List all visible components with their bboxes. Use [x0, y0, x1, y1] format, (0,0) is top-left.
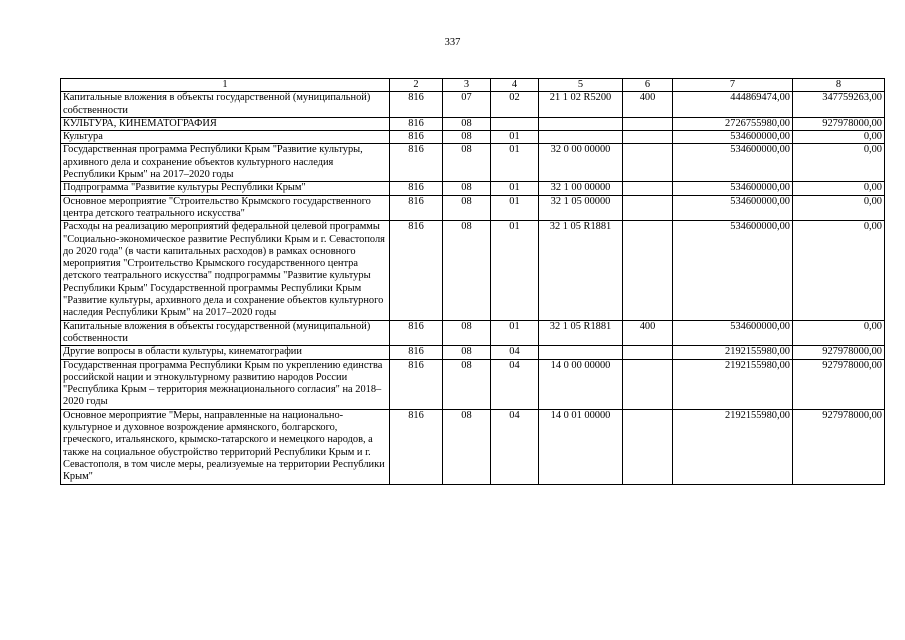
row-name-cell: Основное мероприятие "Меры, направленные на национально-культурное и духовное возрождение армянского, болгарского, греческого, итальянского, крымско-татарского и немецкого народов, а также на социальное обустройство территорий Республики Крым и г. Севастополя, в том числе меры, реализуемые на территории Республики Крым" [61, 409, 390, 484]
section-code-cell: 08 [443, 131, 491, 144]
row-name-cell: Расходы на реализацию мероприятий федеральной целевой программы "Социально-экономическое развитие Республики Крым и г. Севастополя до 2020 года" (в части капитальных расходов) в рамках основного мероприятия "Строительство Крымского государственного центра детского театрального искусства" подпрограммы "Развитие культуры Республики Крым" Государственной программы Республики Крым "Развитие культуры, архивного дела и сохранение объектов культурного наследия Республики Крым" на 2017–2020 годы [61, 221, 390, 320]
table-row [61, 409, 885, 484]
expense-type-cell [623, 195, 673, 221]
amount-2020-cell: 927978000,00 [793, 117, 885, 130]
row-name-cell: Основное мероприятие "Строительство Крымского государственного центра детского театрального искусства" [61, 195, 390, 221]
expense-type-cell: 400 [623, 320, 673, 346]
amount-2020-cell: 0,00 [793, 182, 885, 195]
amount-2020-cell: 927978000,00 [793, 346, 885, 359]
expense-type-cell [623, 409, 673, 484]
table-header-row [61, 79, 885, 92]
amount-2020-cell: 927978000,00 [793, 409, 885, 484]
subsection-code-cell: 01 [491, 182, 539, 195]
column-header: 5 [539, 79, 623, 92]
row-name-cell: Капитальные вложения в объекты государственной (муниципальной) собственности [61, 320, 390, 346]
subsection-code-cell: 04 [491, 346, 539, 359]
row-name-cell: Государственная программа Республики Крым "Развитие культуры, архивного дела и сохранение объектов культурного наследия Республики Крым" на 2017–2020 годы [61, 144, 390, 182]
amount-2020-cell: 0,00 [793, 195, 885, 221]
expense-type-cell [623, 221, 673, 320]
row-name-cell: Подпрограмма "Развитие культуры Республики Крым" [61, 182, 390, 195]
amount-2020-cell: 347759263,00 [793, 92, 885, 118]
target-article-cell: 32 1 05 R1881 [539, 221, 623, 320]
amount-2019-cell: 2192155980,00 [673, 359, 793, 409]
table-row [61, 117, 885, 130]
subsection-code-cell: 01 [491, 144, 539, 182]
row-name-cell: Государственная программа Республики Крым по укреплению единства российской нации и этнокультурному развитию народов России "Республика Крым – территория межнационального согласия" на 2018–2020 годы [61, 359, 390, 409]
expense-type-cell: 400 [623, 92, 673, 118]
amount-2020-cell: 0,00 [793, 221, 885, 320]
subsection-code-cell: 04 [491, 409, 539, 484]
expense-type-cell [623, 182, 673, 195]
target-article-cell: 32 1 00 00000 [539, 182, 623, 195]
amount-2019-cell: 534600000,00 [673, 195, 793, 221]
grbs-code-cell: 816 [390, 221, 443, 320]
subsection-code-cell: 01 [491, 131, 539, 144]
column-header: 3 [443, 79, 491, 92]
expense-type-cell [623, 131, 673, 144]
target-article-cell [539, 117, 623, 130]
section-code-cell: 08 [443, 117, 491, 130]
section-code-cell: 08 [443, 221, 491, 320]
section-code-cell: 08 [443, 182, 491, 195]
target-article-cell: 14 0 00 00000 [539, 359, 623, 409]
grbs-code-cell: 816 [390, 346, 443, 359]
column-header: 6 [623, 79, 673, 92]
column-header: 2 [390, 79, 443, 92]
page-number: 337 [444, 37, 461, 48]
target-article-cell: 32 0 00 00000 [539, 144, 623, 182]
section-code-cell: 08 [443, 359, 491, 409]
table-row [61, 92, 885, 118]
table-row [61, 221, 885, 320]
subsection-code-cell [491, 117, 539, 130]
expense-type-cell [623, 144, 673, 182]
amount-2019-cell: 534600000,00 [673, 131, 793, 144]
grbs-code-cell: 816 [390, 131, 443, 144]
target-article-cell: 21 1 02 R5200 [539, 92, 623, 118]
expense-type-cell [623, 117, 673, 130]
table-row [61, 144, 885, 182]
table-row [61, 131, 885, 144]
column-header: 4 [491, 79, 539, 92]
amount-2019-cell: 444869474,00 [673, 92, 793, 118]
subsection-code-cell: 01 [491, 320, 539, 346]
subsection-code-cell: 04 [491, 359, 539, 409]
budget-table [60, 78, 885, 485]
target-article-cell: 14 0 01 00000 [539, 409, 623, 484]
amount-2019-cell: 534600000,00 [673, 320, 793, 346]
subsection-code-cell: 01 [491, 221, 539, 320]
target-article-cell [539, 346, 623, 359]
grbs-code-cell: 816 [390, 195, 443, 221]
amount-2019-cell: 2726755980,00 [673, 117, 793, 130]
table-row [61, 346, 885, 359]
row-name-cell: Культура [61, 131, 390, 144]
column-header: 1 [61, 79, 390, 92]
amount-2020-cell: 0,00 [793, 131, 885, 144]
amount-2019-cell: 534600000,00 [673, 144, 793, 182]
section-code-cell: 08 [443, 195, 491, 221]
grbs-code-cell: 816 [390, 117, 443, 130]
target-article-cell: 32 1 05 00000 [539, 195, 623, 221]
row-name-cell: Капитальные вложения в объекты государственной (муниципальной) собственности [61, 92, 390, 118]
subsection-code-cell: 02 [491, 92, 539, 118]
section-code-cell: 08 [443, 320, 491, 346]
grbs-code-cell: 816 [390, 144, 443, 182]
amount-2019-cell: 534600000,00 [673, 221, 793, 320]
section-code-cell: 07 [443, 92, 491, 118]
amount-2019-cell: 2192155980,00 [673, 346, 793, 359]
section-code-cell: 08 [443, 144, 491, 182]
expense-type-cell [623, 359, 673, 409]
amount-2019-cell: 2192155980,00 [673, 409, 793, 484]
section-code-cell: 08 [443, 409, 491, 484]
table-row [61, 195, 885, 221]
grbs-code-cell: 816 [390, 359, 443, 409]
table-row [61, 182, 885, 195]
grbs-code-cell: 816 [390, 92, 443, 118]
row-name-cell: Другие вопросы в области культуры, кинематографии [61, 346, 390, 359]
grbs-code-cell: 816 [390, 320, 443, 346]
amount-2019-cell: 534600000,00 [673, 182, 793, 195]
amount-2020-cell: 927978000,00 [793, 359, 885, 409]
row-name-cell: КУЛЬТУРА, КИНЕМАТОГРАФИЯ [61, 117, 390, 130]
table-row [61, 359, 885, 409]
grbs-code-cell: 816 [390, 409, 443, 484]
target-article-cell [539, 131, 623, 144]
amount-2020-cell: 0,00 [793, 320, 885, 346]
amount-2020-cell: 0,00 [793, 144, 885, 182]
target-article-cell: 32 1 05 R1881 [539, 320, 623, 346]
grbs-code-cell: 816 [390, 182, 443, 195]
subsection-code-cell: 01 [491, 195, 539, 221]
expense-type-cell [623, 346, 673, 359]
table-row [61, 320, 885, 346]
column-header: 7 [673, 79, 793, 92]
column-header: 8 [793, 79, 885, 92]
section-code-cell: 08 [443, 346, 491, 359]
